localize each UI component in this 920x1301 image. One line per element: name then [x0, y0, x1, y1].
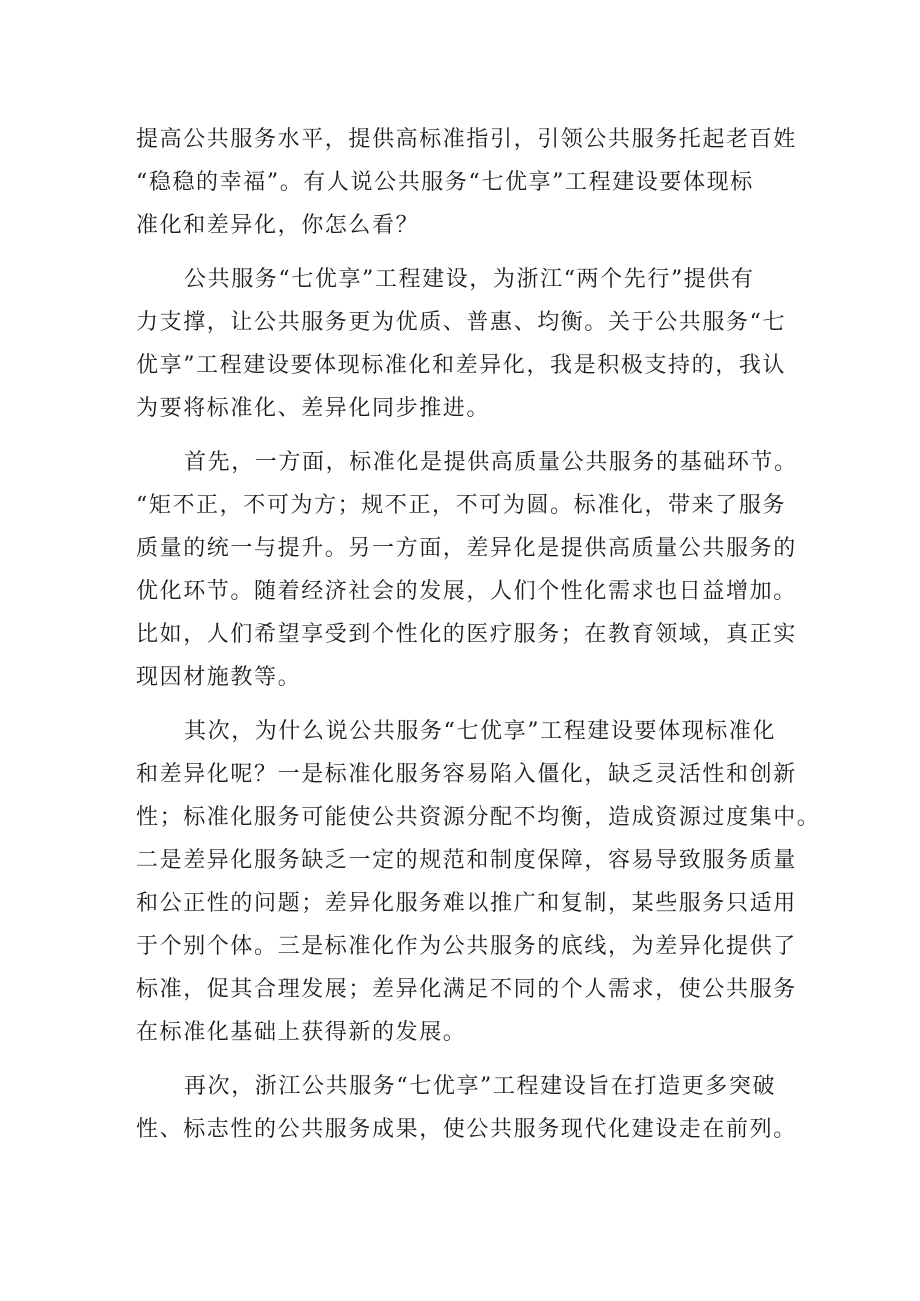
- paragraph-intro: [136, 258, 796, 430]
- text-line: 现因材施教等。: [136, 665, 302, 690]
- text-line: 为要将标准化、差异化同步推进。: [136, 396, 491, 421]
- text-line: 公共服务“七优享”工程建设，为浙江“两个先行”提供有: [184, 267, 755, 292]
- text-line: 准化和差异化，你怎么看？: [136, 213, 420, 238]
- text-line: 和公正性的问题；差异化服务难以推广和复制，某些服务只适用: [136, 891, 797, 916]
- text-line: 其次，为什么说公共服务“七优享”工程建设要体现标准化: [184, 719, 777, 744]
- document-body: [136, 118, 821, 1151]
- text-line: 力支撑，让公共服务更为优质、普惠、均衡。关于公共服务“七: [136, 310, 787, 335]
- text-line: 在标准化基础上获得新的发展。: [136, 1020, 467, 1045]
- text-line: 再次，浙江公共服务“七优享”工程建设旨在打造更多突破: [184, 1074, 777, 1099]
- text-line: 二是差异化服务缺乏一定的规范和制度保障，容易导致服务质量: [136, 848, 797, 873]
- text-line: 性、标志性的公共服务成果，使公共服务现代化建设走在前列。: [136, 1117, 797, 1142]
- paragraph-question: [136, 118, 796, 247]
- paragraph-first-point: [136, 441, 796, 699]
- text-line: 质量的统一与提升。另一方面，差异化是提供高质量公共服务的: [136, 536, 797, 561]
- text-line: “稳稳的幸福”。有人说公共服务“七优享”工程建设要体现标: [136, 170, 754, 195]
- text-line: 首先，一方面，标准化是提供高质量公共服务的基础环节。: [184, 450, 798, 475]
- text-line: “矩不正，不可为方；规不正，不可为圆。标准化，带来了服务: [136, 493, 787, 518]
- paragraph-second-point: [136, 710, 821, 1054]
- text-line: 优享”工程建设要体现标准化和差异化，我是积极支持的，我认: [136, 353, 787, 378]
- text-line: 提高公共服务水平，提供高标准指引，引领公共服务托起老百姓: [136, 127, 797, 152]
- text-line: 优化环节。随着经济社会的发展，人们个性化需求也日益增加。: [136, 579, 797, 604]
- text-line: 比如，人们希望享受到个性化的医疗服务；在教育领域，真正实: [136, 622, 797, 647]
- text-line: 标准，促其合理发展；差异化满足不同的个人需求，使公共服务: [136, 977, 797, 1002]
- text-line: 和差异化呢？一是标准化服务容易陷入僵化，缺乏灵活性和创新: [136, 762, 797, 787]
- paragraph-third-point: [136, 1065, 796, 1151]
- text-line: 性；标准化服务可能使公共资源分配不均衡，造成资源过度集中。: [136, 805, 821, 830]
- text-line: 于个别个体。三是标准化作为公共服务的底线，为差异化提供了: [136, 934, 797, 959]
